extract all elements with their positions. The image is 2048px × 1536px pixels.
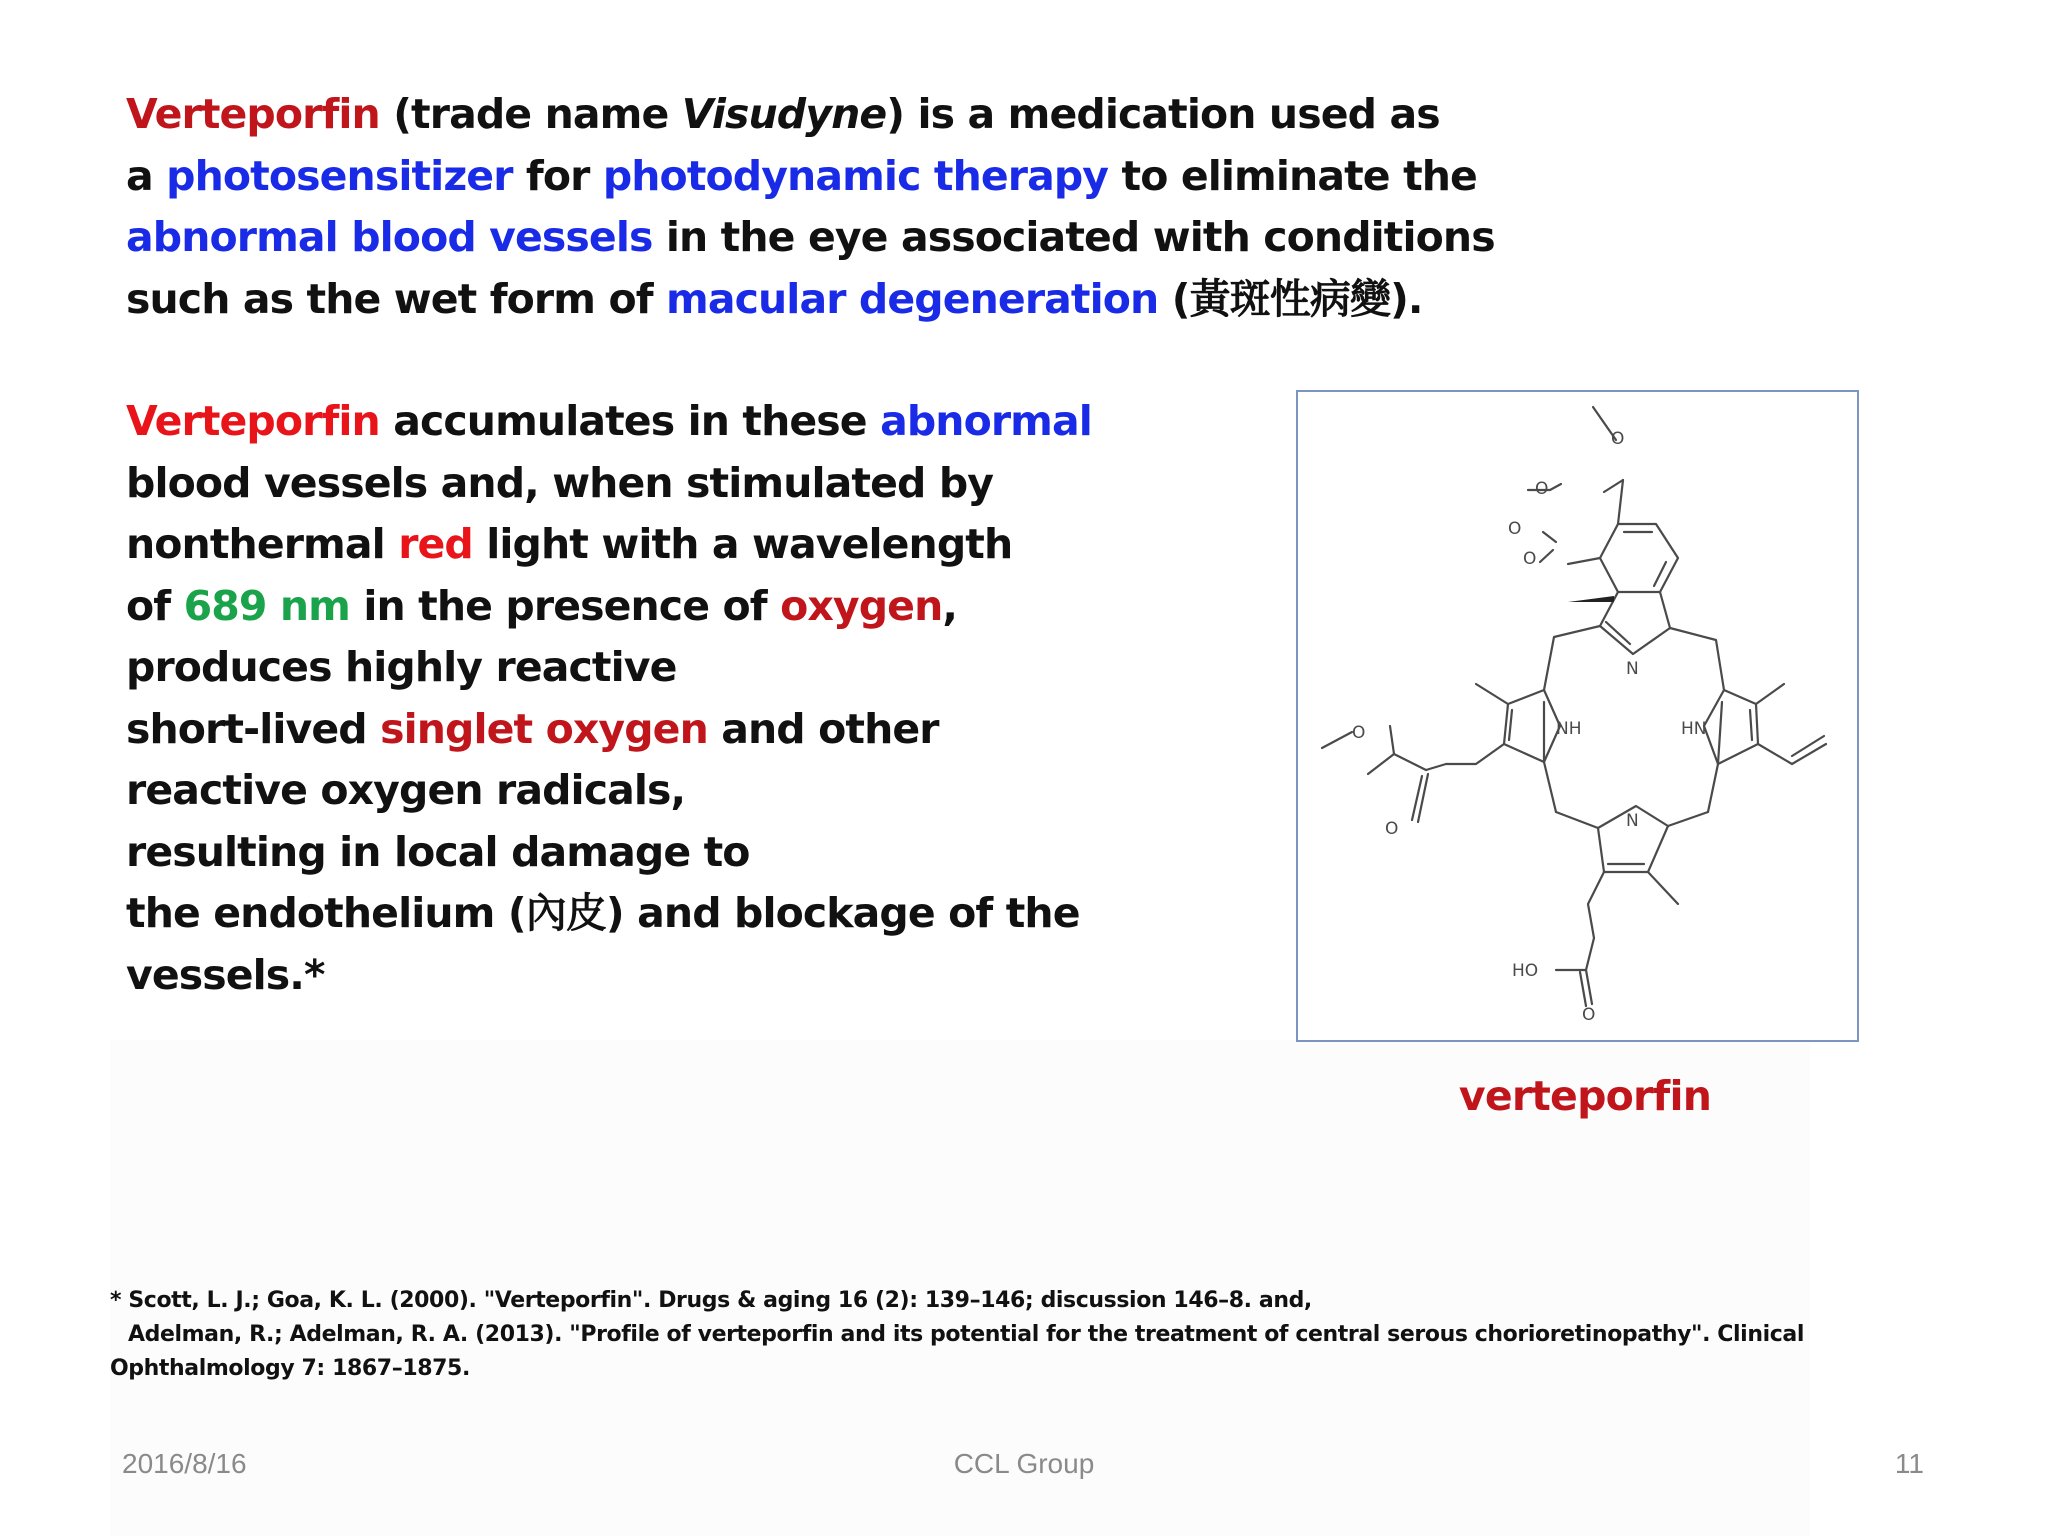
intro-line-3 xyxy=(126,207,1526,269)
text-segment: produces highly reactive xyxy=(126,643,677,691)
text-segment: a xyxy=(126,151,167,200)
text-segment: ( xyxy=(1158,274,1190,323)
text-segment: short-lived xyxy=(126,704,381,753)
text-segment: light with a wavelength xyxy=(472,520,1013,568)
atom-label-o: O xyxy=(1385,819,1399,839)
term-macular-degeneration: macular degeneration xyxy=(666,274,1159,323)
text-segment: of xyxy=(126,581,184,630)
intro-line-1 xyxy=(126,84,1526,146)
trade-name: Visudyne xyxy=(681,90,887,138)
atom-label-o: O xyxy=(1535,479,1549,499)
atom-label-o: O xyxy=(1523,549,1537,569)
text-segment: to eliminate the xyxy=(1108,151,1477,200)
mechanism-line-2 xyxy=(126,453,1226,515)
mechanism-paragraph xyxy=(126,391,1226,1006)
mechanism-line-5 xyxy=(126,637,1226,699)
text-segment: , xyxy=(942,581,958,630)
structure-caption: verteporfin xyxy=(1458,1072,1712,1120)
text-segment: the endothelium ( xyxy=(126,889,526,937)
atom-label-ho: HO xyxy=(1512,961,1539,981)
text-segment: and other xyxy=(707,704,939,753)
atom-label-hn: HN xyxy=(1681,719,1707,739)
atom-label-n: N xyxy=(1626,811,1639,831)
term-photodynamic-therapy: photodynamic therapy xyxy=(602,151,1109,200)
term-verteporfin: Verteporfin xyxy=(126,90,380,138)
chinese-term: 黃斑性病變 xyxy=(1189,274,1391,323)
text-segment: for xyxy=(512,151,603,200)
atom-label-o: O xyxy=(1508,519,1522,539)
text-segment: vessels.* xyxy=(126,950,325,999)
term-abnormal-blood-vessels: abnormal blood vessels xyxy=(126,213,653,261)
text-segment: blood vessels and, when stimulated by xyxy=(126,458,994,507)
text-segment: in the eye associated with conditions xyxy=(652,213,1495,261)
term-red: red xyxy=(398,520,473,568)
term-abnormal: abnormal xyxy=(880,397,1092,445)
atom-label-o: O xyxy=(1582,1005,1596,1025)
mechanism-line-3 xyxy=(126,514,1226,576)
mechanism-line-4 xyxy=(126,576,1226,638)
text-segment: accumulates in these xyxy=(379,397,881,445)
atom-label-o: O xyxy=(1352,723,1366,743)
atom-label-n: N xyxy=(1626,659,1639,679)
mechanism-line-8 xyxy=(126,822,1226,884)
reference-line: Ophthalmology 7: 1867–1875. xyxy=(110,1356,470,1381)
text-segment: in the presence of xyxy=(349,581,781,630)
text-segment: resulting in local damage to xyxy=(126,827,750,876)
text-segment: ). xyxy=(1390,274,1423,323)
term-photosensitizer: photosensitizer xyxy=(166,151,513,200)
text-segment: (trade name xyxy=(379,90,682,138)
term-oxygen: oxygen xyxy=(780,581,943,630)
verteporfin-structure-diagram xyxy=(1298,392,1857,1040)
intro-paragraph xyxy=(126,84,1526,330)
text-segment: reactive oxygen radicals, xyxy=(126,766,686,814)
reference-line: Adelman, R.; Adelman, R. A. (2013). "Profile of verteporfin and its potential for the treatment of central serous chorioretinopathy". Clinical xyxy=(128,1322,1804,1347)
mechanism-line-7 xyxy=(126,760,1226,822)
footer-group-name: CCL Group xyxy=(953,1448,1095,1479)
chinese-term: 內皮 xyxy=(525,889,606,937)
intro-line-4 xyxy=(126,269,1526,331)
mechanism-line-1 xyxy=(126,391,1226,453)
mechanism-line-6 xyxy=(126,699,1226,761)
atom-label-nh: NH xyxy=(1556,719,1582,739)
text-segment: ) is a medication used as xyxy=(886,90,1440,138)
text-segment: nonthermal xyxy=(126,520,399,568)
intro-line-2 xyxy=(126,146,1526,208)
slide-number: 11 xyxy=(1894,1448,1924,1479)
atom-label-o: O xyxy=(1611,429,1625,449)
text-segment: such as the wet form of xyxy=(126,274,667,323)
footer-date: 2016/8/16 xyxy=(122,1448,247,1479)
term-singlet-oxygen: singlet oxygen xyxy=(380,704,708,753)
reference-line: * Scott, L. J.; Goa, K. L. (2000). "Verteporfin". Drugs & aging 16 (2): 139–146; discussion 146–8. and, xyxy=(110,1288,1312,1313)
wedge-bond xyxy=(1568,596,1614,602)
text-segment: ) and blockage of the xyxy=(605,889,1080,937)
term-verteporfin: Verteporfin xyxy=(126,397,380,445)
mechanism-line-9 xyxy=(126,883,1226,945)
chemical-structure-figure xyxy=(1296,390,1859,1042)
mechanism-line-10 xyxy=(126,945,1226,1007)
term-wavelength: 689 nm xyxy=(183,581,350,630)
